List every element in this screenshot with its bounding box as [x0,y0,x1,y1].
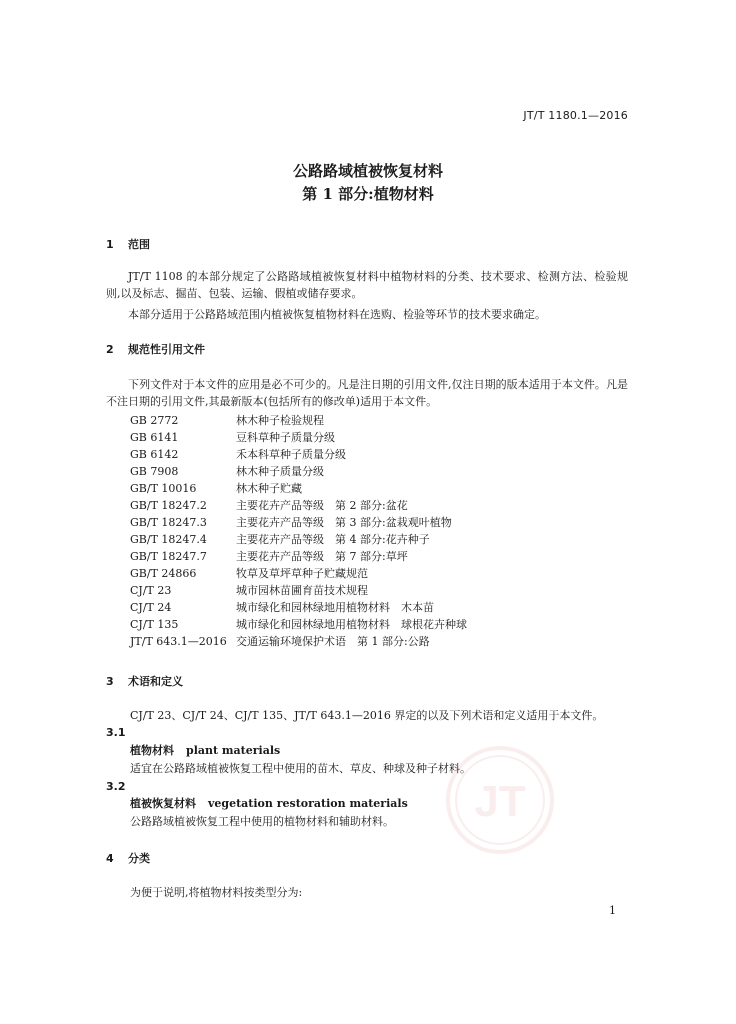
reference-title: 林木种子质量分级 [236,465,324,478]
term-en: plant materials [186,744,281,757]
reference-title: 主要花卉产品等级 第 3 部分:盆栽观叶植物 [236,516,452,529]
reference-item [130,565,630,582]
term-number: 3.2 [106,780,126,793]
document-title-line2: 第 1 部分:植物材料 [302,185,434,203]
reference-code: GB/T 24866 [130,567,197,580]
reference-item [130,429,630,446]
section-3-paragraph-1: CJ/T 23、CJ/T 24、CJ/T 135、JT/T 643.1—2016 界定的以及下列术语和定义适用于本文件。 [130,709,604,722]
reference-code: GB/T 18247.4 [130,533,207,546]
term-heading [130,795,408,812]
term-zh: 植物材料 [130,744,174,757]
term-heading [130,742,280,759]
term-definition: 适宜在公路路域植被恢复工程中使用的苗木、草皮、种球及种子材料。 [130,762,471,775]
term-definition: 公路路域植被恢复工程中使用的植物材料和辅助材料。 [130,815,394,828]
reference-item [130,599,630,616]
reference-code: GB 7908 [130,465,179,478]
section-title: 范围 [128,238,150,251]
watermark-text: JT [474,777,526,826]
section-number: 3 [106,675,114,688]
reference-item [130,514,630,531]
reference-item [130,548,630,565]
reference-title: 豆科草种子质量分级 [236,431,335,444]
section-title: 术语和定义 [128,675,183,688]
paragraph-text: 本部分适用于公路路域范围内植被恢复植物材料在选购、检验等环节的技术要求确定。 [128,308,546,321]
section-number: 4 [106,852,114,865]
reference-code: GB 6142 [130,448,179,461]
reference-title: 主要花卉产品等级 第 7 部分:草坪 [236,550,408,563]
reference-code: GB/T 10016 [130,482,197,495]
reference-item [130,497,630,514]
page-number: 1 [609,904,616,917]
reference-code: GB/T 18247.3 [130,516,207,529]
reference-title: 城市绿化和园林绿地用植物材料 球根花卉种球 [236,618,467,631]
reference-title: 林木种子贮藏 [236,482,302,495]
section-2-paragraph-1 [106,376,628,410]
reference-title: 主要花卉产品等级 第 4 部分:花卉种子 [236,533,430,546]
reference-item [130,463,630,480]
reference-item [130,633,630,650]
paragraph-text: JT/T 1108 的本部分规定了公路路域植被恢复材料中植物材料的分类、技术要求、检测方法、检验规则,以及标志、掘苗、包装、运输、假植或储存要求。 [106,270,628,300]
reference-title: 主要花卉产品等级 第 2 部分:盆花 [236,499,408,512]
reference-item [130,412,630,429]
reference-code: GB/T 18247.7 [130,550,207,563]
section-2-heading [106,341,205,358]
section-number: 1 [106,238,114,251]
section-number: 2 [106,343,114,356]
section-title: 分类 [128,852,150,865]
reference-code: GB 6141 [130,431,179,444]
reference-title: 牧草及草坪草种子贮藏规范 [236,567,368,580]
reference-code: CJ/T 135 [130,618,179,631]
reference-item [130,446,630,463]
reference-title: 交通运输环境保护术语 第 1 部分:公路 [236,635,430,648]
document-title-line1: 公路路域植被恢复材料 [292,162,443,180]
section-4-paragraph-1: 为便于说明,将植物材料按类型分为: [130,886,303,899]
document-code: JT/T 1180.1—2016 [523,109,628,122]
term-zh: 植被恢复材料 [130,797,196,810]
section-1-paragraph-2 [106,306,628,323]
reference-code: GB 2772 [130,414,179,427]
section-4-heading [106,850,150,867]
reference-code: CJ/T 23 [130,584,172,597]
reference-code: CJ/T 24 [130,601,172,614]
section-1-heading [106,236,150,253]
reference-item [130,480,630,497]
paragraph-text: 下列文件对于本文件的应用是必不可少的。凡是注日期的引用文件,仅注日期的版本适用于本文件。凡是不注日期的引用文件,其最新版本(包括所有的修改单)适用于本文件。 [106,378,628,408]
section-3-heading [106,673,183,690]
jt-watermark-logo [444,744,556,856]
reference-title: 禾本科草种子质量分级 [236,448,346,461]
reference-code: JT/T 643.1—2016 [130,635,227,648]
reference-item [130,616,630,633]
section-title: 规范性引用文件 [128,343,205,356]
reference-item [130,582,630,599]
term-number: 3.1 [106,726,126,739]
reference-title: 城市园林苗圃育苗技术规程 [236,584,368,597]
reference-title: 城市绿化和园林绿地用植物材料 木本苗 [236,601,434,614]
reference-item [130,531,630,548]
section-1-paragraph-1 [106,268,628,302]
reference-code: GB/T 18247.2 [130,499,207,512]
reference-title: 林木种子检验规程 [236,414,324,427]
term-en: vegetation restoration materials [208,797,408,810]
